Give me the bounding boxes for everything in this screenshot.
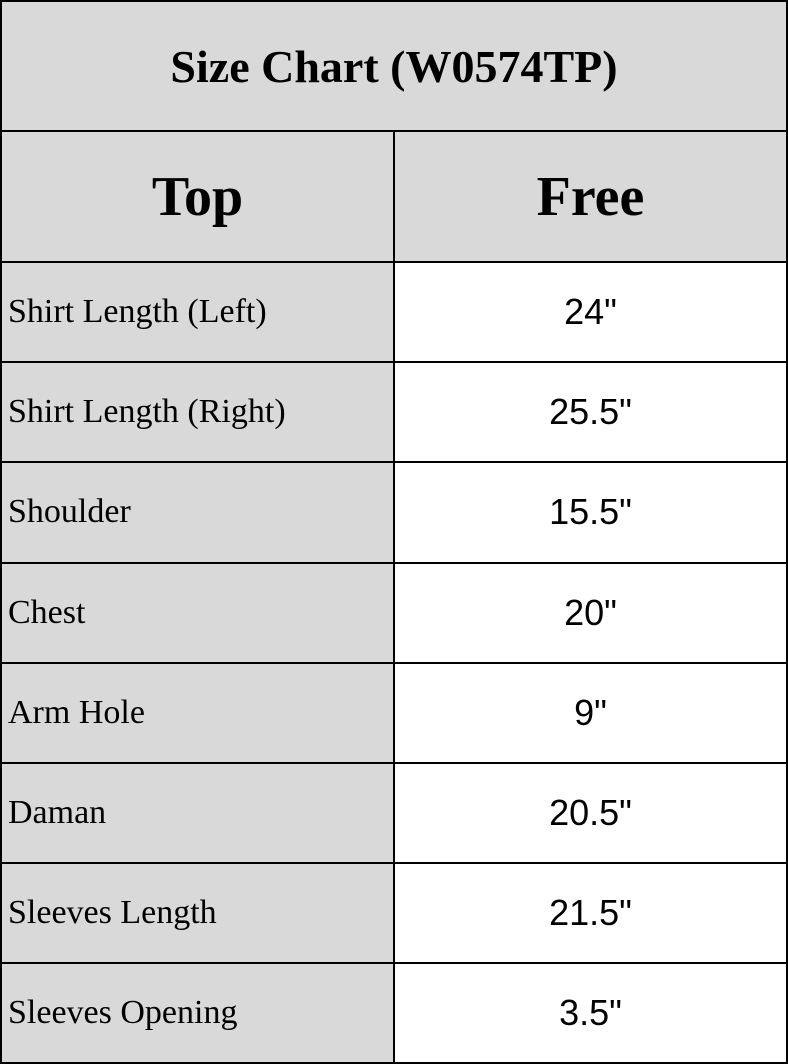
table-row: [1, 763, 787, 863]
table-row: [1, 563, 787, 663]
row-label-sleeves-opening: Sleeves Opening: [1, 963, 394, 1063]
row-value-daman: 20.5": [394, 763, 787, 863]
row-value-shirt-length-right: 25.5": [394, 362, 787, 462]
row-label-shirt-length-right: Shirt Length (Right): [1, 362, 394, 462]
table-row: [1, 663, 787, 763]
row-value-shoulder: 15.5": [394, 462, 787, 562]
table-row: [1, 963, 787, 1063]
column-header-free: Free: [394, 131, 787, 262]
table-row: [1, 362, 787, 462]
row-value-shirt-length-left: 24": [394, 262, 787, 362]
chart-title: Size Chart (W0574TP): [1, 1, 787, 131]
table-row: [1, 863, 787, 963]
table-row: [1, 262, 787, 362]
row-label-shirt-length-left: Shirt Length (Left): [1, 262, 394, 362]
title-row: [1, 1, 787, 131]
row-label-arm-hole: Arm Hole: [1, 663, 394, 763]
row-label-chest: Chest: [1, 563, 394, 663]
header-row: [1, 131, 787, 262]
row-label-daman: Daman: [1, 763, 394, 863]
row-label-sleeves-length: Sleeves Length: [1, 863, 394, 963]
row-value-sleeves-opening: 3.5": [394, 963, 787, 1063]
row-value-sleeves-length: 21.5": [394, 863, 787, 963]
row-value-chest: 20": [394, 563, 787, 663]
table-row: [1, 462, 787, 562]
row-label-shoulder: Shoulder: [1, 462, 394, 562]
row-value-arm-hole: 9": [394, 663, 787, 763]
column-header-top: Top: [1, 131, 394, 262]
